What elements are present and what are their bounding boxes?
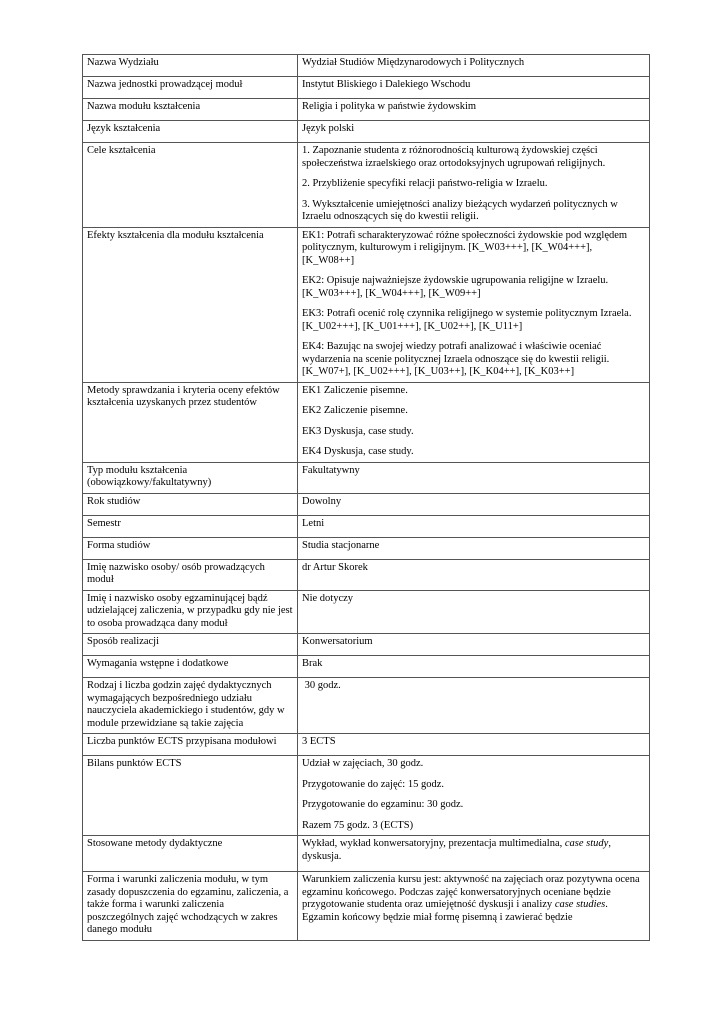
row-label: Stosowane metody dydaktyczne — [83, 836, 298, 872]
row-label: Forma studiów — [83, 537, 298, 559]
teaching-methods-text: Wykład, wykład konwersatoryjny, prezentacja multimedialna, — [302, 838, 565, 849]
assessment-item: EK2 Zaliczenie pisemne. — [302, 405, 408, 416]
teaching-methods-emphasis: case study — [564, 838, 609, 849]
goal-item: 2. Przybliżenie specyfiki relacji państwo-religia w Izraelu. — [302, 178, 548, 189]
row-label: Cele kształcenia — [83, 143, 298, 228]
row-value — [298, 382, 650, 462]
row-label: Rok studiów — [83, 493, 298, 515]
row-value: Religia i polityka w państwie żydowskim — [298, 99, 650, 121]
table-row — [83, 382, 650, 462]
table-row — [83, 493, 650, 515]
row-value: Dowolny — [298, 493, 650, 515]
row-label: Typ modułu kształcenia (obowiązkowy/fakultatywny) — [83, 462, 298, 493]
ects-balance-item: Razem 75 godz. 3 (ECTS) — [302, 819, 414, 831]
ects-balance-item: Przygotowanie do egzaminu: 30 godz. — [302, 799, 464, 810]
table-row — [83, 77, 650, 99]
row-label: Liczba punktów ECTS przypisana modułowi — [83, 734, 298, 756]
ects-balance-item: Przygotowanie do zajęć: 15 godz. — [302, 778, 444, 790]
assessment-item: EK4 Dyskusja, case study. — [302, 446, 414, 457]
table-row — [83, 590, 650, 634]
row-label: Nazwa modułu kształcenia — [83, 99, 298, 121]
row-label: Sposób realizacji — [83, 634, 298, 656]
table-row — [83, 121, 650, 143]
outcome-item: EK3: Potrafi ocenić rolę czynnika religijnego w systemie politycznym Izraela. [K_U02+++], [K_U01+++], [K_U02++], [K_U11+] — [302, 308, 632, 332]
passing-conditions-text-end: . Egzamin końcowy będzie miał formę pisemną i zawierać będzie — [302, 899, 608, 923]
passing-conditions-emphasis: case studies — [554, 899, 606, 910]
row-value — [298, 872, 650, 941]
row-value: Język polski — [298, 121, 650, 143]
row-label: Nazwa jednostki prowadzącej moduł — [83, 77, 298, 99]
table-row — [83, 515, 650, 537]
module-description-table — [82, 54, 650, 941]
table-row — [83, 227, 650, 382]
row-value: dr Artur Skorek — [298, 559, 650, 590]
outcome-item: EK2: Opisuje najważniejsze żydowskie ugrupowania religijne w Izraelu. [K_W03+++], [K_W04+++], [K_W09++] — [302, 275, 609, 299]
table-row — [83, 734, 650, 756]
row-value: Nie dotyczy — [298, 590, 650, 634]
row-label: Nazwa Wydziału — [83, 55, 298, 77]
table-row — [83, 836, 650, 872]
row-label: Efekty kształcenia dla modułu kształcenia — [83, 227, 298, 382]
row-label: Semestr — [83, 515, 298, 537]
passing-conditions-text: Warunkiem zaliczenia kursu jest: aktywność na zajęciach oraz pozytywna ocena egzaminu końcowego. Podczas zajęć konwersatoryjnych oceniane będzie przygotowanie studenta oraz umiejętność dyskusji i analizy — [302, 874, 640, 910]
row-value: Instytut Bliskiego i Dalekiego Wschodu — [298, 77, 650, 99]
ects-balance-item: Udział w zajęciach, 30 godz. — [302, 758, 424, 769]
row-label: Imię nazwisko osoby/ osób prowadzących moduł — [83, 559, 298, 590]
row-label: Bilans punktów ECTS — [83, 756, 298, 836]
goal-item: 3. Wykształcenie umiejętności analizy bieżących wydarzeń politycznych w Izraelu odnoszących się do kwestii religii. — [302, 198, 618, 222]
table-row — [83, 756, 650, 836]
goal-item: 1. Zapoznanie studenta z różnorodnością kulturową żydowskiej części społeczeństwa izraelskiego oraz ortodoksyjnych ugrupowań religijnych. — [302, 145, 606, 169]
row-value: Brak — [298, 656, 650, 678]
row-label: Język kształcenia — [83, 121, 298, 143]
row-value: 30 godz. — [298, 678, 650, 734]
row-label: Wymagania wstępne i dodatkowe — [83, 656, 298, 678]
teaching-methods-text-end: , dyskusja. — [302, 838, 611, 862]
assessment-item: EK1 Zaliczenie pisemne. — [302, 384, 408, 396]
table-row — [83, 559, 650, 590]
row-label: Forma i warunki zaliczenia modułu, w tym zasady dopuszczenia do egzaminu, zaliczenia, a także forma i warunki zaliczenia poszczególnych zajęć wchodzących w zakres danego modułu — [83, 872, 298, 941]
row-value: Konwersatorium — [298, 634, 650, 656]
row-value: 3 ECTS — [298, 734, 650, 756]
row-value — [298, 227, 650, 382]
table-row — [83, 634, 650, 656]
outcome-item: EK4: Bazując na swojej wiedzy potrafi analizować i właściwie oceniać wydarzenia na scenie politycznej Izraela odnoszące się do kwestii religii. [K_W07+], [K_U02+++], [K_U03++], [K_K04++], [K_K03++] — [302, 341, 610, 377]
row-value — [298, 143, 650, 228]
table-row — [83, 872, 650, 941]
table-row — [83, 462, 650, 493]
table-row — [83, 537, 650, 559]
table-row — [83, 99, 650, 121]
row-label: Rodzaj i liczba godzin zajęć dydaktycznych wymagających bezpośredniego udziału nauczyciela akademickiego i studentów, gdy w module przewidziane są takie zajęcia — [83, 678, 298, 734]
row-value — [298, 836, 650, 872]
row-value: Fakultatywny — [298, 462, 650, 493]
row-value: Studia stacjonarne — [298, 537, 650, 559]
row-value: Letni — [298, 515, 650, 537]
row-value — [298, 756, 650, 836]
table-row — [83, 55, 650, 77]
table-row — [83, 143, 650, 228]
row-label: Imię i nazwisko osoby egzaminującej bądź udzielającej zaliczenia, w przypadku gdy nie jest to osoba prowadząca dany moduł — [83, 590, 298, 634]
row-label: Metody sprawdzania i kryteria oceny efektów kształcenia uzyskanych przez studentów — [83, 382, 298, 462]
row-value: Wydział Studiów Międzynarodowych i Politycznych — [298, 55, 650, 77]
outcome-item: EK1: Potrafi scharakteryzować różne społeczności żydowskie pod względem politycznym, kulturowym i religijnym. [K_W03+++], [K_W04+++], [K_W08++] — [302, 229, 628, 266]
table-row — [83, 656, 650, 678]
table-row — [83, 678, 650, 734]
assessment-item: EK3 Dyskusja, case study. — [302, 425, 414, 437]
